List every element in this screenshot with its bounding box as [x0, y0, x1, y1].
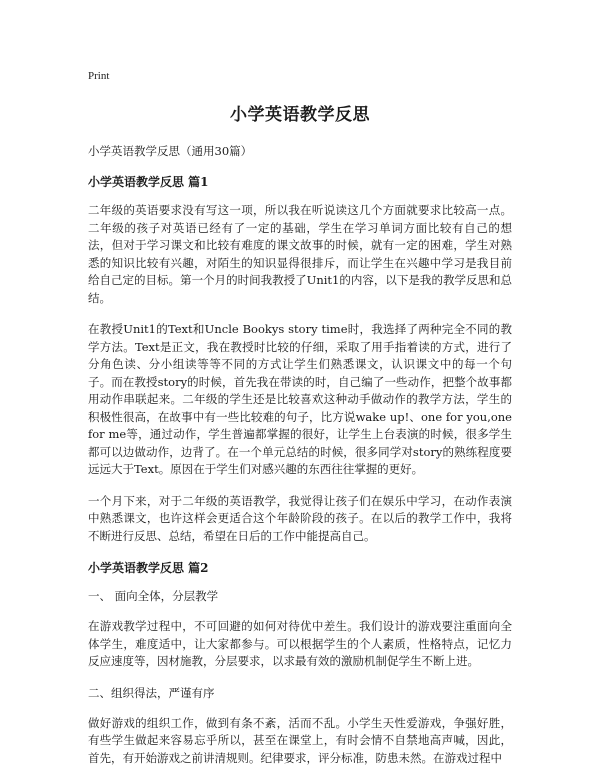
section-1-paragraph-3: 一个月下来，对于二年级的英语教学，我觉得让孩子们在娱乐中学习，在动作表演中熟悉课文，也许这样会更适合这个年龄阶段的孩子。在以后的教学工作中，我将不断进行反思、总结，希望在日后的工作中能提高自己。	[88, 493, 512, 543]
section-2	[88, 559, 512, 767]
section-2-subheading-1: 一、 面向全体，分层教学	[88, 589, 219, 603]
section-2-heading: 小学英语教学反思 篇2	[88, 561, 209, 575]
section-1-paragraph-2: 在教授Unit1的Text和Uncle Bookys story time时，我选择了两种完全不同的教学方法。Text是正文，我在教授时比较的仔细，采取了用手指着读的方式，进行了分角色读、分小组读等等不同的方式让学生们熟悉课文，认识课文中的每一个句子。而在教授story的时候，首先我在带读的时，自己编了一些动作，把整个故事都用动作串联起来。二年级的学生还是比较喜欢这种动手做动作的教学方法，学生的积极性很高，在故事中有一些比较难的句子，比方说wake up!、one for you,one for me等，通过动作，学生普遍都掌握的很好，让学生上台表演的时候，很多学生都可以边做动作，边背了。在一个单元总结的时候，很多同学对story的熟练程度要远远大于Text。原因在于学生们对感兴趣的东西往往掌握的更好。	[88, 322, 512, 476]
section-1-paragraph-1: 二年级的英语要求没有写这一项，所以我在听说读这几个方面就要求比较高一点。二年级的孩子对英语已经有了一定的基础，学生在学习单词方面比较有自己的想法，但对于学习课文和比较有难度的课文故事的时候，就有一定的困难，学生对熟悉的知识比较有兴趣，对陌生的知识显得很排斥，而让学生在兴趣中学习是我目前给自己定的目标。第一个月的时间我教授了Unit1的内容，以下是我的教学反思和总结。	[88, 203, 512, 305]
section-2-paragraph-1: 在游戏教学过程中，不可回避的如何对待优中差生。我们设计的游戏要注重面向全体学生，难度适中，让大家都参与。可以根据学生的个人素质，性格特点，记忆力反应速度等，因材施教，分层要求，以求最有效的激励机制促学生不断上进。	[88, 619, 512, 668]
section-1	[88, 173, 512, 545]
print-label: Print	[88, 70, 110, 82]
section-2-subheading-2: 二、组织得法，严谨有序	[88, 685, 215, 700]
document-title: 小学英语教学反思	[230, 105, 370, 125]
document-subtitle: 小学英语教学反思（通用30篇）	[88, 144, 253, 158]
section-1-heading: 小学英语教学反思 篇1	[88, 175, 209, 189]
section-2-paragraph-2: 做好游戏的组织工作，做到有条不紊，活而不乱。小学生天性爱游戏，争强好胜，有些学生做起来容易忘乎所以，甚至在课堂上，有时会情不自禁地高声喊，因此，首先，有开始游戏之前讲清规则。纪律要求，评分标准，防患未然。在游戏过程中	[88, 715, 512, 765]
